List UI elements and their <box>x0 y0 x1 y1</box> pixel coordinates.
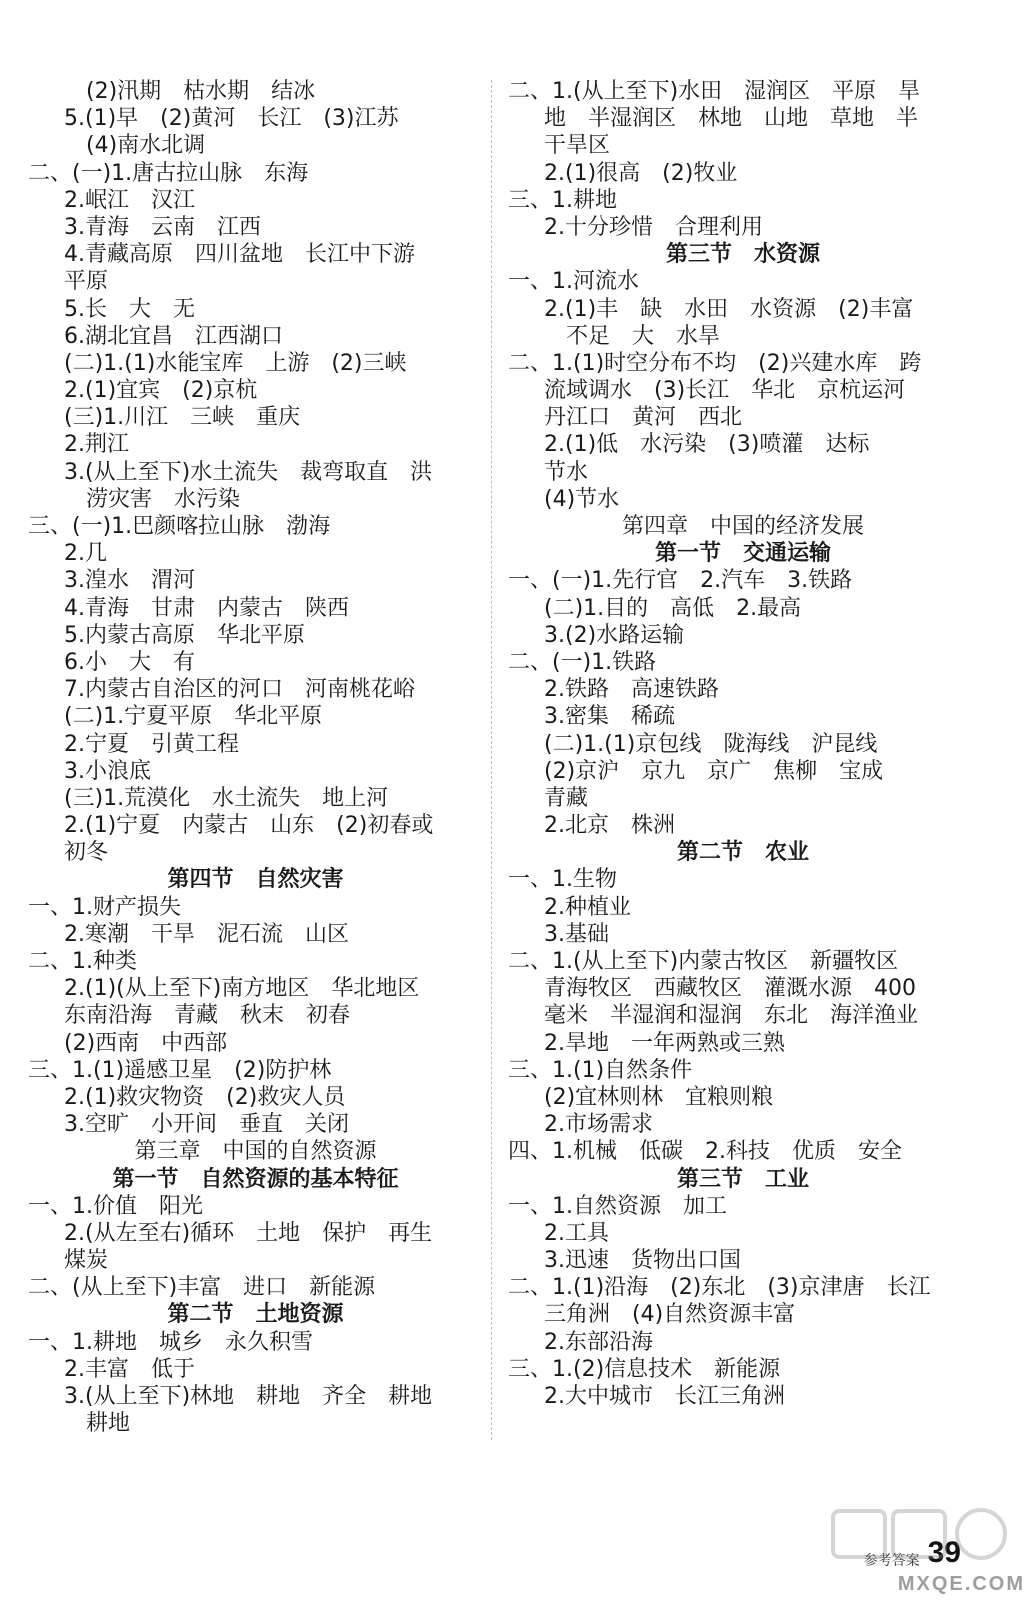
answer-line: 2.荆江 <box>64 432 129 458</box>
answer-line: 二、1.(从上至下)内蒙古牧区 新疆牧区 <box>508 949 899 974</box>
answer-line: 2.东部沿海 <box>544 1329 653 1355</box>
answer-line: 2.岷江 汉江 <box>64 187 195 213</box>
section-heading: 第二节 农业 <box>676 840 809 866</box>
answer-line: 2.寒潮 干旱 泥石流 山区 <box>64 921 349 947</box>
chapter-heading: 第四章 中国的经济发展 <box>621 514 864 539</box>
answer-line: 3.小浪底 <box>64 758 151 784</box>
answer-line: 丹江口 黄河 西北 <box>544 405 743 431</box>
answer-line: 二、1.(1)沿海 (2)东北 (3)京津唐 长江 <box>508 1275 931 1301</box>
section-heading: 第三节 水资源 <box>665 242 820 268</box>
answer-line: 地 半湿润区 林地 山地 草地 半 <box>544 106 919 132</box>
section-heading: 第四节 自然灾害 <box>167 867 344 893</box>
answer-line: 青海牧区 西藏牧区 灌溉水源 400 <box>544 976 916 1002</box>
answer-line: 5.内蒙古高原 华北平原 <box>64 622 305 648</box>
answer-line: 2.几 <box>64 541 107 567</box>
footer-label: 参考答案 <box>863 1553 920 1569</box>
answer-line: 二、1.种类 <box>28 949 137 974</box>
answer-line: 2.(1)丰 缺 水田 水资源 (2)丰富 <box>544 296 914 322</box>
answer-line: 二、(一)1.唐古拉山脉 东海 <box>28 160 309 186</box>
chapter-heading: 第三章 中国的自然资源 <box>134 1139 377 1165</box>
answer-line: 一、1.生物 <box>508 867 617 893</box>
answer-line: 5.(1)早 (2)黄河 长江 (3)江苏 <box>64 106 399 132</box>
answer-line: 三角洲 (4)自然资源丰富 <box>544 1302 796 1328</box>
answer-line: 耕地 <box>86 1411 131 1437</box>
answer-line: (4)节水 <box>544 486 620 512</box>
answer-line: 煤炭 <box>64 1248 109 1274</box>
answer-line: 三、1.耕地 <box>508 187 617 213</box>
left-answer-column <box>28 78 483 1437</box>
watermark-text: MXQE.COM <box>897 1573 1025 1595</box>
answer-line: (4)南水北调 <box>86 133 206 159</box>
answer-line: 一、1.自然资源 加工 <box>508 1193 727 1219</box>
answer-line: 2.旱地 一年两熟或三熟 <box>544 1030 785 1056</box>
answer-line: 4.青藏高原 四川盆地 长江中下游 <box>64 242 415 268</box>
answer-line: 一、1.河流水 <box>508 269 639 295</box>
answer-line: 一、(一)1.先行官 2.汽车 3.铁路 <box>508 568 853 594</box>
answer-line: 三、1.(1)遥感卫星 (2)防护林 <box>28 1057 332 1083</box>
answer-line: 4.青海 甘肃 内蒙古 陕西 <box>64 595 349 621</box>
answer-line: 2.(1)宜宾 (2)京杭 <box>64 378 258 404</box>
answer-line: 2.十分珍惜 合理利用 <box>544 214 763 240</box>
answer-line: 3.基础 <box>544 921 609 947</box>
answer-line: 三、1.(1)自然条件 <box>508 1057 693 1083</box>
answer-line: 青藏 <box>544 785 589 811</box>
answer-line: 2.(1)宁夏 内蒙古 山东 (2)初春或 <box>64 813 434 839</box>
answer-line: 3.迅速 货物出口国 <box>544 1248 741 1274</box>
answer-line: 一、1.耕地 城乡 永久积雪 <box>28 1329 313 1355</box>
answer-line: 平原 <box>64 269 109 295</box>
answer-line: 2.大中城市 长江三角洲 <box>544 1384 785 1409</box>
answer-line: 初冬 <box>64 840 109 866</box>
answer-line: 7.内蒙古自治区的河口 河南桃花峪 <box>64 677 415 703</box>
answer-line: (2)宜林则林 宜粮则粮 <box>544 1084 774 1110</box>
answer-line: 干旱区 <box>544 133 611 159</box>
answer-line: (三)1.荒漠化 水土流失 地上河 <box>64 785 389 811</box>
answer-line: 毫米 半湿润和湿润 东北 海洋渔业 <box>544 1003 919 1029</box>
answer-line: 3.空旷 小开间 垂直 关闭 <box>64 1112 349 1138</box>
answer-line: (二)1.宁夏平原 华北平原 <box>64 704 323 730</box>
answer-line: 2.市场需求 <box>544 1112 653 1138</box>
section-heading: 第二节 土地资源 <box>167 1302 344 1328</box>
answer-line: (2)汛期 枯水期 结冰 <box>86 79 316 104</box>
answer-line: (2)西南 中西部 <box>64 1030 228 1056</box>
answer-line: 东南沿海 青藏 秋末 初春 <box>64 1003 351 1029</box>
answer-line: (2)京沪 京九 京广 焦柳 宝成 <box>544 758 884 784</box>
answer-line: 一、1.价值 阳光 <box>28 1193 203 1219</box>
answer-line: 二、1.(从上至下)水田 湿润区 平原 旱 <box>508 79 921 104</box>
answer-line: 6.湖北宜昌 江西湖口 <box>64 323 283 349</box>
answer-line: 2.宁夏 引黄工程 <box>64 731 239 757</box>
answer-line: 二、1.(1)时空分布不均 (2)兴建水库 跨 <box>508 350 922 376</box>
answer-line: (二)1.目的 高低 2.最高 <box>544 595 802 621</box>
answer-line: 2.(1)低 水污染 (3)喷灌 达标 <box>544 432 870 458</box>
column-divider <box>491 80 492 1440</box>
answer-line: 流域调水 (3)长江 华北 京杭运河 <box>544 378 906 404</box>
answer-line: (三)1.川江 三峡 重庆 <box>64 405 301 431</box>
right-answer-column <box>508 78 978 1410</box>
answer-line: 不足 大 水旱 <box>566 323 721 349</box>
answer-line: 三、(一)1.巴颜喀拉山脉 渤海 <box>28 514 331 539</box>
answer-line: 二、(从上至下)丰富 进口 新能源 <box>28 1275 376 1301</box>
answer-line: 四、1.机械 低碳 2.科技 优质 安全 <box>508 1139 902 1165</box>
answer-line: 节水 <box>544 459 589 485</box>
answer-line: 3.湟水 渭河 <box>64 568 195 594</box>
section-heading: 第三节 工业 <box>676 1166 809 1192</box>
answer-line: 三、1.(2)信息技术 新能源 <box>508 1356 781 1382</box>
section-heading: 第一节 交通运输 <box>654 541 831 567</box>
answer-line: 3.(从上至下)林地 耕地 齐全 耕地 <box>64 1384 433 1409</box>
answer-line: 2.(1)很高 (2)牧业 <box>544 160 738 186</box>
answer-line: 2.铁路 高速铁路 <box>544 677 719 703</box>
answer-line: 2.北京 株洲 <box>544 813 675 839</box>
answer-line: 2.(1)(从上至下)南方地区 华北地区 <box>64 976 420 1002</box>
answer-line: 3.密集 稀疏 <box>544 704 675 730</box>
answer-line: (二)1.(1)京包线 陇海线 沪昆线 <box>544 731 878 757</box>
answer-line: 3.(2)水路运输 <box>544 622 685 648</box>
section-heading: 第一节 自然资源的基本特征 <box>112 1166 399 1192</box>
answer-line: 3.青海 云南 江西 <box>64 214 261 240</box>
answer-line: 2.丰富 低于 <box>64 1356 195 1382</box>
answer-line: 2.种植业 <box>544 894 631 920</box>
answer-line: 2.(从左至右)循环 土地 保护 再生 <box>64 1220 433 1246</box>
answer-line: 涝灾害 水污染 <box>86 486 241 512</box>
answer-line: 3.(从上至下)水土流失 裁弯取直 洪 <box>64 459 433 485</box>
answer-line: 二、(一)1.铁路 <box>508 649 657 675</box>
page-number: 39 <box>927 1536 961 1569</box>
answer-line: (二)1.(1)水能宝库 上游 (2)三峡 <box>64 350 407 376</box>
answer-line: 一、1.财产损失 <box>28 894 181 920</box>
answer-line: 6.小 大 有 <box>64 649 195 675</box>
answer-line: 2.(1)救灾物资 (2)救灾人员 <box>64 1084 346 1110</box>
answer-line: 5.长 大 无 <box>64 296 195 322</box>
answer-line: 2.工具 <box>544 1220 609 1246</box>
